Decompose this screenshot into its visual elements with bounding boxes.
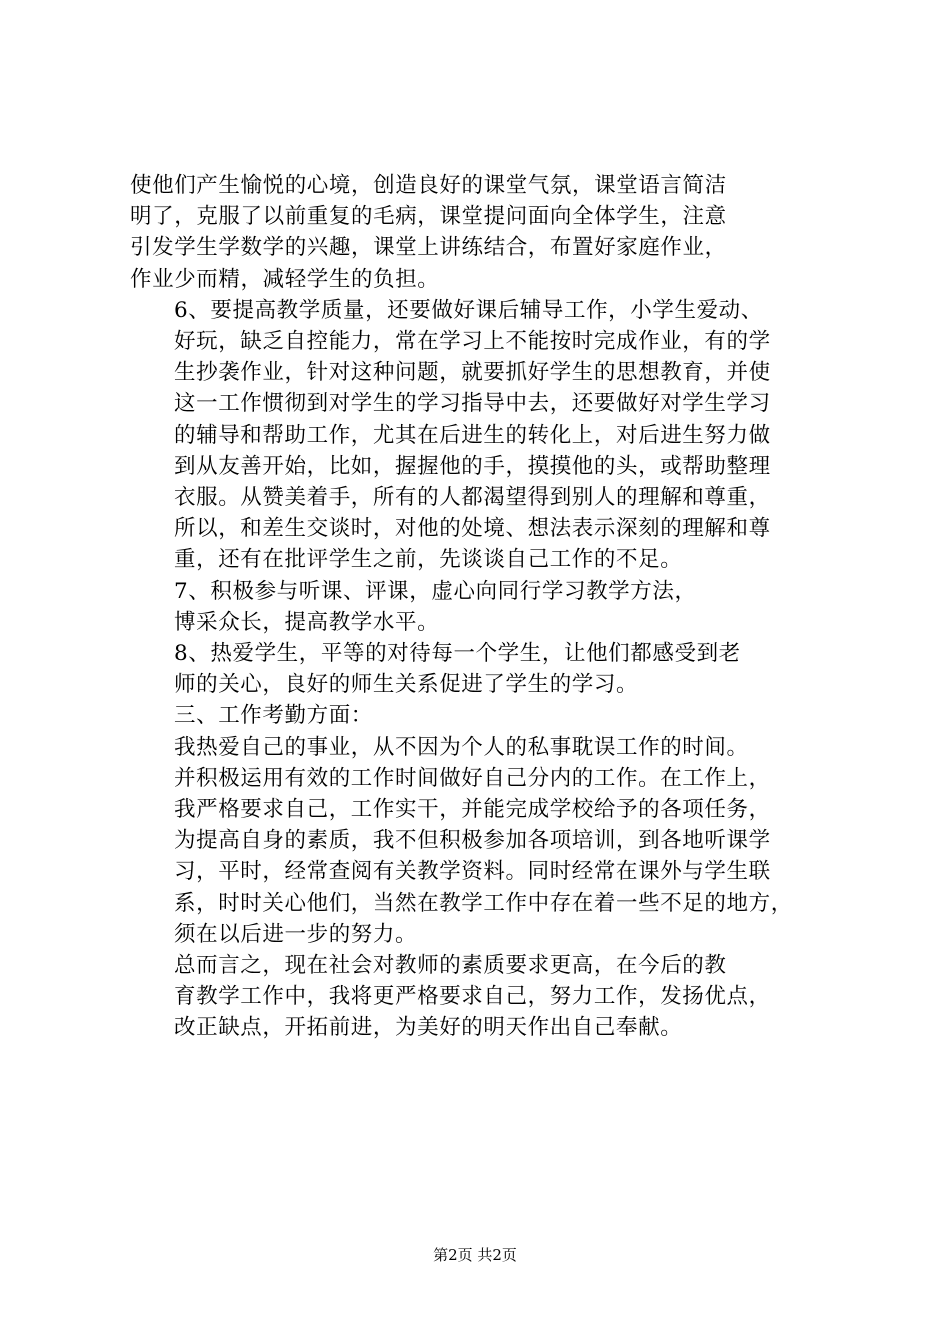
text-line: 的辅导和帮助工作，尤其在后进生的转化上，对后进生努力做	[174, 422, 771, 448]
text-line: 并积极运用有效的工作时间做好自己分内的工作。在工作上，	[174, 765, 771, 791]
text-line: 到从友善开始，比如，握握他的手，摸摸他的头，或帮助整理	[174, 453, 771, 479]
text-line: 须在以后进一步的努力。	[174, 921, 418, 947]
text-line: 引发学生学数学的兴趣，课堂上讲练结合，布置好家庭作业，	[130, 235, 727, 261]
paragraph	[130, 732, 830, 950]
text-line: 师的关心，良好的师生关系促进了学生的学习。	[174, 672, 639, 698]
text-line: 重，还有在批评学生之前，先谈谈自己工作的不足。	[174, 547, 683, 573]
text-line: 作业少而精，减轻学生的负担。	[130, 266, 440, 292]
text-line: 7、积极参与听课、评课，虚心向同行学习教学方法，	[174, 578, 697, 604]
text-line: 我严格要求自己，工作实干，并能完成学校给予的各项任务，	[174, 797, 771, 823]
text-line: 习，平时，经常查阅有关教学资料。同时经常在课外与学生联	[174, 859, 771, 885]
paragraph	[130, 607, 830, 638]
text-line: 育教学工作中，我将更严格要求自己，努力工作，发扬优点，	[174, 984, 771, 1010]
text-line: 三、工作考勤方面：	[174, 703, 373, 729]
paragraph	[130, 638, 830, 700]
text-line: 总而言之，现在社会对教师的素质要求更高，在今后的教	[174, 953, 727, 979]
paragraph	[130, 295, 830, 576]
paragraph	[130, 170, 830, 295]
document-body	[130, 170, 830, 1044]
text-line: 系，时时关心他们，当然在教学工作中存在着一些不足的地方，	[174, 890, 793, 916]
text-line: 好玩，缺乏自控能力，常在学习上不能按时完成作业，有的学	[174, 329, 771, 355]
text-line: 所以，和差生交谈时，对他的处境、想法表示深刻的理解和尊	[174, 516, 771, 542]
text-line: 我热爱自己的事业，从不因为个人的私事耽误工作的时间。	[174, 734, 749, 760]
paragraph	[130, 950, 830, 1044]
text-line: 明了，克服了以前重复的毛病，课堂提问面向全体学生，注意	[130, 204, 727, 230]
paragraph	[130, 700, 830, 731]
text-line: 6、要提高教学质量，还要做好课后辅导工作，小学生爱动、	[174, 297, 763, 323]
text-line: 这一工作惯彻到对学生的学习指导中去，还要做好对学生学习	[174, 391, 771, 417]
text-line: 为提高自身的素质，我不但积极参加各项培训，到各地听课学	[174, 828, 771, 854]
text-line: 生抄袭作业，针对这种问题，就要抓好学生的思想教育，并使	[174, 360, 771, 386]
paragraph	[130, 576, 830, 607]
text-line: 博采众长，提高教学水平。	[174, 609, 440, 635]
page-footer: 第2页 共2页	[433, 1246, 517, 1264]
text-line: 使他们产生愉悦的心境，创造良好的课堂气氛，课堂语言简洁	[130, 173, 727, 198]
text-line: 衣服。从赞美着手，所有的人都渴望得到别人的理解和尊重，	[174, 485, 771, 511]
text-line: 改正缺点，开拓前进，为美好的明天作出自己奉献。	[174, 1015, 683, 1041]
text-line: 8、热爱学生，平等的对待每一个学生，让他们都感受到老	[174, 641, 741, 667]
